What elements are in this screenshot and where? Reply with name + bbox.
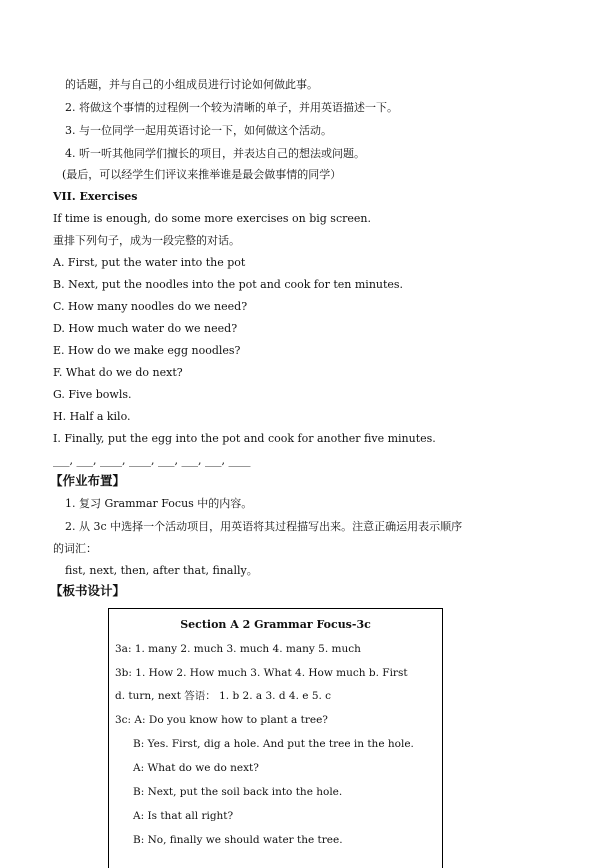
board-dialog-line: A: Is that all right? — [133, 810, 234, 822]
sentence-item: I. Finally, put the egg into the pot and cook for another five minutes. — [53, 432, 436, 445]
sentence-item: A. First, put the water into the pot — [53, 256, 246, 269]
intro-item-3: 3. 与一位同学一起用英语讨论一下，如何做这个活动。 — [65, 124, 332, 137]
sentence-item: F. What do we do next? — [53, 366, 183, 379]
homework-item-2: 2. 从 3c 中选择一个活动项目，用英语将其过程描写出来。注意正确运用表示顺序 — [65, 520, 463, 533]
sentence-item: C. How many noodles do we need? — [53, 300, 248, 313]
board-title: Section A 2 Grammar Focus-3c — [180, 618, 371, 631]
board-heading: 【板书设计】 — [50, 583, 126, 598]
answer-blanks: ___, ___, ____, ____, ___, ___, ___, ____ — [53, 454, 251, 467]
board-row-3b-cont: d. turn, next 答语： 1. b 2. a 3. d 4. e 5. c — [115, 690, 332, 702]
sentence-item: E. How do we make egg noodles? — [53, 344, 241, 357]
homework-item-2-cont: 的词汇： — [53, 542, 97, 555]
board-row-3a: 3a: 1. many 2. much 3. much 4. many 5. much — [115, 643, 361, 655]
intro-line: 的话题，并与自己的小组成员进行讨论如何做此事。 — [65, 78, 318, 91]
board-dialog-line: B: Yes. First, dig a hole. And put the tree in the hole. — [133, 738, 414, 750]
homework-item-1: 1. 复习 Grammar Focus 中的内容。 — [65, 497, 253, 510]
sentence-item: B. Next, put the noodles into the pot and cook for ten minutes. — [53, 278, 404, 291]
intro-item-2: 2. 将做这个事情的过程例一个较为清晰的单子，并用英语描述一下。 — [65, 101, 398, 114]
sentence-item: G. Five bowls. — [53, 388, 132, 401]
board-row-3b: 3b: 1. How 2. How much 3. What 4. How much b. First — [115, 667, 408, 679]
exercises-instruction-cn: 重排下列句子，成为一段完整的对话。 — [53, 234, 240, 247]
intro-note: (最后，可以经学生们评议来推举谁是最会做事情的同学） — [62, 168, 342, 181]
exercises-heading: VII. Exercises — [53, 190, 138, 203]
board-dialog-line: 3c: A: Do you know how to plant a tree? — [115, 714, 328, 726]
homework-words: fist, next, then, after that, finally。 — [65, 564, 258, 577]
sentence-item: D. How much water do we need? — [53, 322, 238, 335]
homework-heading: 【作业布置】 — [50, 473, 126, 488]
sentence-item: H. Half a kilo. — [53, 410, 131, 423]
intro-item-4: 4. 听一听其他同学们擅长的项目，并表达自己的想法或问题。 — [65, 147, 365, 160]
board-dialog-line: B: No, finally we should water the tree. — [133, 834, 343, 846]
board-design-box — [108, 608, 443, 868]
exercises-instruction-en: If time is enough, do some more exercises on big screen. — [53, 212, 371, 225]
board-dialog-line: B: Next, put the soil back into the hole. — [133, 786, 343, 798]
board-dialog-line: A: What do we do next? — [133, 762, 259, 774]
